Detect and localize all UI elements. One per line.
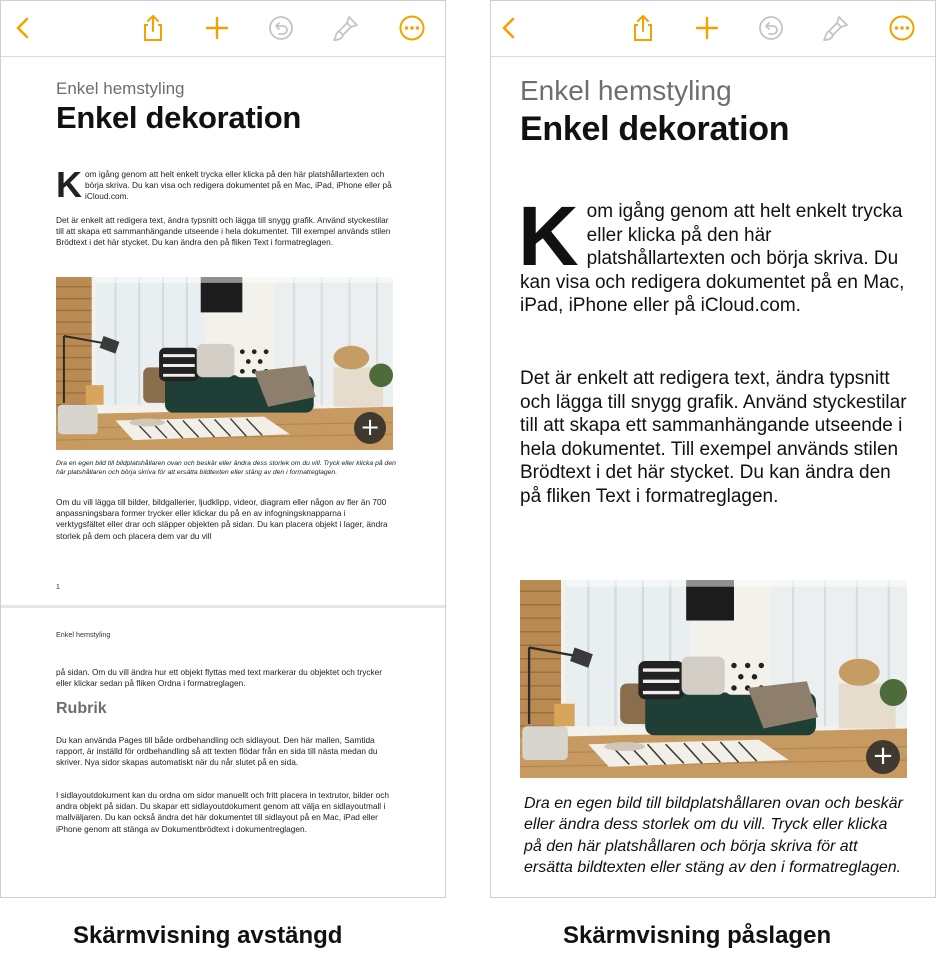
add-icon[interactable] (693, 14, 721, 42)
label-screen-view-off: Skärmvisning avstängd (73, 922, 343, 949)
page-number: 1 (56, 584, 60, 591)
body-paragraph-1[interactable] (518, 189, 912, 318)
share-icon[interactable] (629, 14, 657, 42)
drop-cap: K (56, 164, 82, 205)
replace-image-button[interactable]: + (866, 740, 900, 774)
toolbar (491, 1, 935, 57)
toolbar (1, 1, 445, 57)
page-break-divider (1, 605, 445, 608)
back-chevron-icon[interactable] (9, 14, 37, 42)
replace-image-button[interactable]: + (354, 412, 386, 444)
photo-placeholder[interactable] (56, 277, 393, 450)
body-paragraph-4[interactable]: på sidan. Om du vill ändra hur ett objekt flyttas med text markerar du objektet och trycker eller klickar sedan på fliken Ordna i formatreglagen. (56, 667, 383, 689)
drop-cap: K (518, 189, 579, 283)
document-title[interactable]: Enkel dekoration (56, 100, 301, 135)
format-brush-icon[interactable] (822, 14, 850, 42)
body-paragraph-2[interactable]: Det är enkelt att redigera text, ändra typsnitt och lägga till snygg grafik. Använd styckestilar till att skapa ett sammanhängande utseende i hela dokumentet. Till exempel används stilen Brödtext i det här stycket. Du kan ändra den på fliken Text i formatreglagen. (520, 368, 907, 507)
format-brush-icon[interactable] (332, 14, 360, 42)
photo-placeholder[interactable] (520, 580, 907, 778)
paragraph-1-text: om igång genom att helt enkelt trycka eller klicka på den här platshållartexten och börja skriva. Du kan visa och redigera dokumentet på en Mac, iPad, iPhone eller på iCloud.com. (85, 169, 392, 202)
body-paragraph-1[interactable] (56, 164, 396, 205)
add-icon[interactable] (203, 14, 231, 42)
more-icon[interactable] (398, 14, 426, 42)
document-subtitle[interactable]: Enkel hemstyling (520, 75, 732, 106)
more-icon[interactable] (888, 14, 916, 42)
document-subtitle[interactable]: Enkel hemstyling (56, 79, 185, 98)
image-caption[interactable]: Dra en egen bild till bildplatshållaren ovan och beskär eller ändra dess storlek om du vill. Tryck eller klicka på den här platshållaren och börja skriva för att ersätta bildtexten eller stäng av den i formatreglagen. (56, 460, 396, 476)
undo-icon[interactable] (267, 14, 295, 42)
undo-icon[interactable] (757, 14, 785, 42)
body-paragraph-5[interactable]: Du kan använda Pages till både ordbehandling och sidlayout. Den här mallen, Samtida rapport, är inställd för ordbehandling så att texten flödar från en sida till nästa medan du skriver. Nya sidor skapas automatiskt när du når slutet på en sida. (56, 735, 378, 768)
body-paragraph-6[interactable]: I sidlayoutdokument kan du ordna om sidor manuellt och fritt placera in textrutor, bilder och andra objekt på sidan. Du skapar ett sidlayoutdokument genom att välja en sidlayoutmall i mallväljaren. Du kan också ändra det här dokumentet till sidlayout på en Mac, iPad eller iPhone genom att stänga av Dokumentbrödtext i dokumentreglagen. (56, 790, 389, 834)
image-caption[interactable]: Dra en egen bild till bildplatshållaren ovan och beskär eller ändra dess storlek om du vill. Tryck eller klicka på den här platshållaren och börja skriva för att ersätta bildtexten eller stäng av den i formatreglagen. (524, 795, 903, 877)
page-header[interactable]: Enkel hemstyling (56, 630, 111, 639)
paragraph-1-text: om igång genom att helt enkelt trycka eller klicka på den här platshållartexten och börja skriva. Du kan visa och redigera dokumentet på en Mac, iPad, iPhone eller på iCloud.com. (520, 201, 905, 317)
label-screen-view-on: Skärmvisning påslagen (563, 922, 832, 949)
document-title[interactable]: Enkel dekoration (520, 110, 790, 148)
device-screen-view-off (0, 0, 446, 898)
body-paragraph-2[interactable]: Det är enkelt att redigera text, ändra typsnitt och lägga till snygg grafik. Använd styckestilar till att skapa ett sammanhängande utseende i hela dokumentet. Till exempel används stilen Brödtext i det här stycket. Du kan ändra den på fliken Text i formatreglagen. (56, 215, 391, 248)
share-icon[interactable] (139, 14, 167, 42)
body-paragraph-3[interactable]: Om du vill lägga till bilder, bildgallerier, ljudklipp, videor, diagram eller någon av fler än 700 anpassningsbara former trycker eller klickar du på en av infogningsknapparna i verktygsfältet eller drar och släpper objekten på sidan. Du kan placera objekt i lager, ändra storlek på dem och placera dem var du vill (56, 497, 388, 541)
back-chevron-icon[interactable] (495, 14, 523, 42)
section-heading[interactable]: Rubrik (56, 700, 107, 717)
